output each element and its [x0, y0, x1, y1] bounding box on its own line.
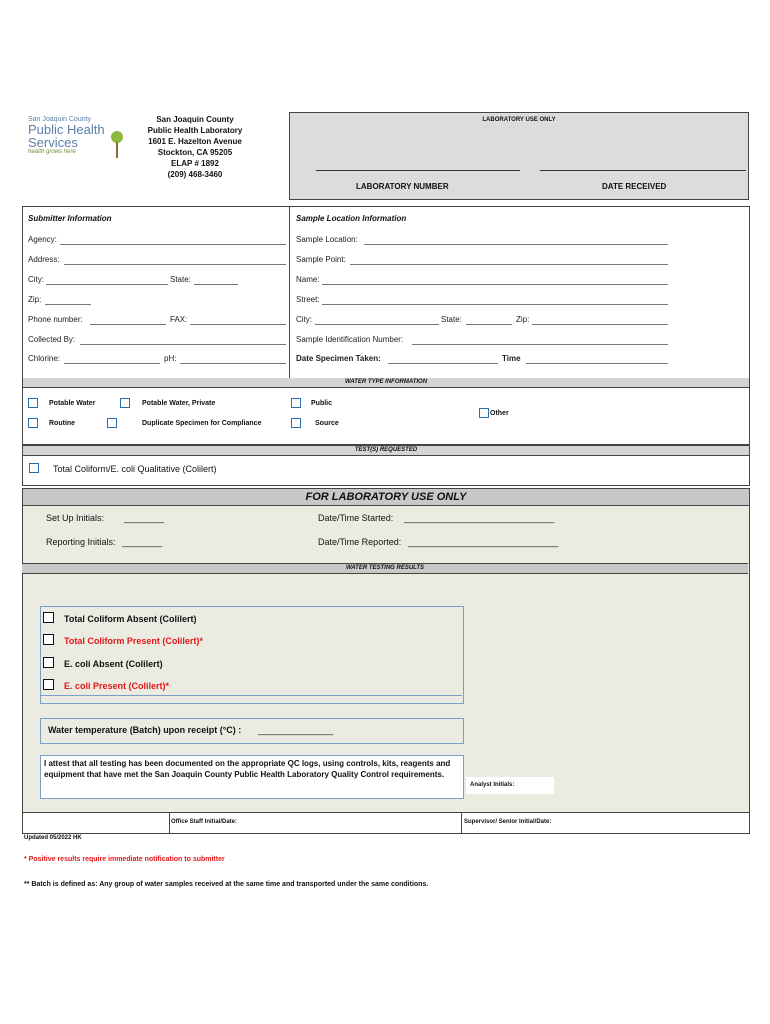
tests-title: TEST(S) REQUESTED — [354, 447, 418, 453]
address-line: Stockton, CA 95205 — [157, 148, 233, 157]
fax-field[interactable] — [190, 324, 286, 325]
public-label: Public — [311, 400, 333, 407]
date-taken-label: Date Specimen Taken: — [296, 354, 381, 363]
signature-row — [22, 812, 750, 834]
logo — [28, 116, 128, 176]
batch-note: ** Batch is defined as: Any group of water samples received at the same time and transported under the same conditions. — [24, 881, 429, 888]
results-divider — [40, 695, 462, 696]
public-checkbox[interactable] — [291, 398, 301, 408]
address-line: Public Health Laboratory — [147, 126, 243, 135]
divider — [289, 207, 290, 379]
ec-present-label: E. coli Present (Colilert)* — [64, 681, 170, 691]
updated-note: Updated 05/2022 HK — [24, 835, 82, 841]
reporting-initials-field[interactable]: ________ — [122, 537, 163, 547]
sample-location-title: Sample Location Information — [296, 214, 407, 223]
sl-city-field[interactable] — [315, 324, 439, 325]
sample-id-field[interactable] — [412, 344, 668, 345]
potable-private-checkbox[interactable] — [120, 398, 130, 408]
divider — [461, 813, 462, 833]
ph-label: pH: — [164, 354, 177, 363]
potable-water-checkbox[interactable] — [28, 398, 38, 408]
chlorine-label: Chlorine: — [28, 354, 61, 363]
temperature-field[interactable]: _______________ — [258, 725, 334, 735]
setup-initials-field[interactable]: ________ — [124, 513, 165, 523]
lab-only-title: FOR LABORATORY USE ONLY — [305, 491, 467, 503]
collected-by-field[interactable] — [80, 344, 286, 345]
sl-city-label: City: — [296, 315, 312, 324]
name-field[interactable] — [322, 284, 668, 285]
chlorine-field[interactable] — [64, 363, 160, 364]
positive-note: * Positive results require immediate notification to submitter — [24, 856, 225, 863]
tree-icon — [108, 130, 126, 160]
setup-initials-label: Set Up Initials: — [46, 513, 105, 523]
reporting-initials-label: Reporting Initials: — [46, 537, 116, 547]
date-taken-field[interactable] — [388, 363, 498, 364]
logo-line2: Public Health — [28, 122, 105, 137]
lab-address — [130, 114, 260, 180]
results-title: WATER TESTING RESULTS — [345, 565, 425, 571]
submitter-title: Submitter Information — [28, 214, 112, 223]
water-type-body — [22, 388, 750, 445]
ph-field[interactable] — [180, 363, 286, 364]
state-label: State: — [170, 275, 191, 284]
routine-label: Routine — [49, 420, 76, 427]
source-checkbox[interactable] — [291, 418, 301, 428]
temperature-label: Water temperature (Batch) upon receipt (°C) : — [48, 725, 242, 735]
agency-field[interactable] — [60, 244, 286, 245]
sl-zip-field[interactable] — [532, 324, 668, 325]
logo-tagline: health grows here — [28, 149, 76, 155]
sample-location-label: Sample Location: — [296, 235, 358, 244]
source-label: Source — [315, 420, 339, 427]
total-coliform-test-checkbox[interactable] — [29, 463, 39, 473]
lab-use-only-label: LABORATORY USE ONLY — [482, 117, 556, 123]
water-type-title: WATER TYPE INFORMATION — [344, 379, 428, 385]
lab-use-only-box — [289, 112, 749, 200]
info-section — [22, 206, 750, 380]
sample-point-label: Sample Point: — [296, 255, 346, 264]
address-line: (209) 468-3460 — [167, 170, 223, 179]
address-line: 1601 E. Hazelton Avenue — [148, 137, 242, 146]
date-reported-label: Date/Time Reported: — [318, 537, 402, 547]
city-label: City: — [28, 275, 44, 284]
tc-absent-label: Total Coliform Absent (Colilert) — [64, 614, 197, 624]
routine-checkbox[interactable] — [28, 418, 38, 428]
lab-number-label: LABORATORY NUMBER — [356, 182, 449, 191]
sl-zip-label: Zip: — [516, 315, 530, 324]
address-field[interactable] — [64, 264, 286, 265]
ec-present-checkbox[interactable] — [43, 679, 54, 690]
address-label: Address: — [28, 255, 60, 264]
sample-location-field[interactable] — [364, 244, 668, 245]
divider — [169, 813, 170, 833]
date-started-label: Date/Time Started: — [318, 513, 394, 523]
tc-absent-checkbox[interactable] — [43, 612, 54, 623]
date-reported-field[interactable]: ______________________________ — [408, 537, 559, 547]
date-received-label: DATE RECEIVED — [602, 182, 667, 191]
street-label: Street: — [296, 295, 320, 304]
date-started-field[interactable]: ______________________________ — [404, 513, 555, 523]
date-received-line — [540, 170, 746, 171]
phone-label: Phone number: — [28, 315, 83, 324]
potable-water-label: Potable Water — [49, 400, 96, 407]
time-field[interactable] — [526, 363, 668, 364]
sample-point-field[interactable] — [350, 264, 668, 265]
logo-line1: San Joaquin County — [28, 116, 92, 123]
water-type-header — [22, 378, 750, 388]
name-label: Name: — [296, 275, 320, 284]
phone-field[interactable] — [90, 324, 166, 325]
collected-by-label: Collected By: — [28, 335, 76, 344]
address-line: ELAP # 1892 — [171, 159, 219, 168]
sl-state-field[interactable] — [466, 324, 512, 325]
duplicate-label: Duplicate Specimen for Compliance — [142, 420, 262, 427]
lab-only-header — [22, 488, 750, 506]
analyst-label: Analyst Initials: — [470, 782, 515, 788]
office-staff-label: Office Staff Initial/Date: — [171, 819, 238, 825]
time-label: Time — [502, 354, 521, 363]
tc-present-checkbox[interactable] — [43, 634, 54, 645]
other-label: Other — [490, 410, 509, 417]
logo-line3: Services — [28, 135, 78, 150]
sl-state-label: State: — [441, 315, 462, 324]
address-line: San Joaquin County — [156, 115, 234, 124]
duplicate-checkbox[interactable] — [107, 418, 117, 428]
ec-absent-checkbox[interactable] — [43, 657, 54, 668]
other-checkbox[interactable] — [479, 408, 489, 418]
ec-absent-label: E. coli Absent (Colilert) — [64, 659, 163, 669]
potable-private-label: Potable Water, Private — [142, 400, 216, 407]
state-field[interactable] — [194, 284, 238, 285]
fax-label: FAX: — [170, 315, 188, 324]
supervisor-label: Supervisor/ Senior Initial/Date: — [464, 819, 552, 825]
results-header — [22, 563, 748, 574]
zip-label: Zip: — [28, 295, 42, 304]
lab-number-line — [316, 170, 520, 171]
attest-text: I attest that all testing has been documented on the appropriate QC logs, using controls, kits, reagents and equipment that have met the San Joaquin County Public Health Laboratory Quality Control requirements. — [44, 759, 451, 779]
city-field[interactable] — [46, 284, 168, 285]
agency-label: Agency: — [28, 235, 57, 244]
tc-present-label: Total Coliform Present (Colilert)* — [64, 636, 203, 646]
zip-field[interactable] — [45, 304, 91, 305]
sample-id-label: Sample Identification Number: — [296, 335, 404, 344]
street-field[interactable] — [322, 304, 668, 305]
total-coliform-test-label: Total Coliform/E. coli Qualitative (Colilert) — [53, 464, 217, 474]
